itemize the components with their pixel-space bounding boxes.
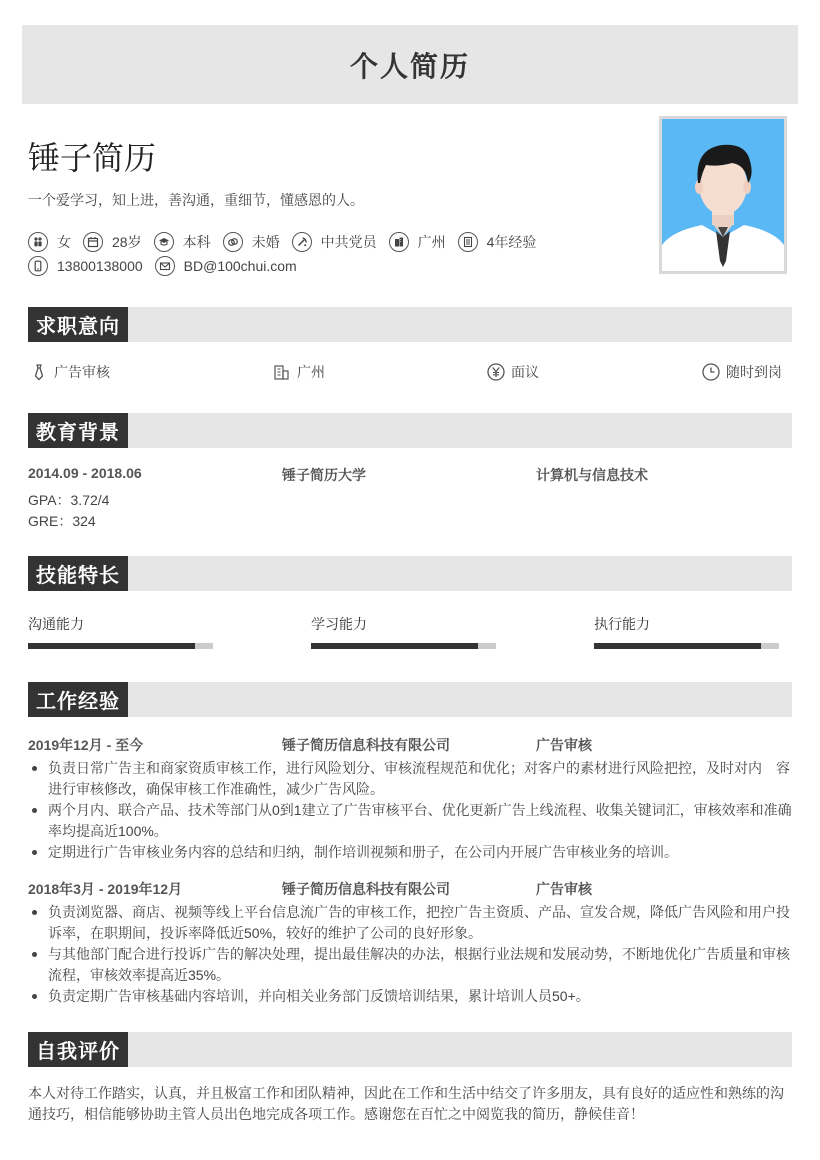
skill-bar-fill: [594, 643, 761, 649]
work-duties-list: [28, 758, 792, 863]
age-info: [83, 232, 142, 252]
city-info: [389, 232, 446, 252]
section-title-skills: 技能特长: [28, 556, 128, 591]
section-header-education: [28, 413, 792, 448]
document-icon: [458, 232, 478, 252]
skill-bar-track: [28, 643, 213, 649]
gender-icon: [28, 232, 48, 252]
personal-info-row: [28, 232, 548, 252]
city-value: 广州: [417, 234, 446, 250]
intent-city-value: 广州: [297, 364, 325, 380]
list-item: 两个月内、联合产品、技术等部门从0到1建立了广告审核平台、优化更新广告上线流程、收集关键词汇，审核效率和准确率均提高近100%。: [28, 800, 792, 842]
skill-label: 学习能力: [311, 616, 367, 632]
education-level-value: 本科: [182, 234, 211, 250]
age-value: 28岁: [112, 234, 142, 250]
skill-label: 沟通能力: [28, 616, 84, 632]
section-header-self: [28, 1032, 792, 1067]
intent-salary-value: 面议: [511, 364, 539, 380]
list-item: 负责定期广告审核基础内容培训，并向相关业务部门反馈培训结果，累计培训人员50+。: [28, 986, 792, 1007]
tie-icon: [30, 363, 48, 381]
education-period: 2014.09 - 2018.06: [28, 465, 142, 481]
page-title: 个人简历: [349, 50, 470, 82]
list-item: 定期进行广告审核业务内容的总结和归纳，制作培训视频和册子，在公司内开展广告审核业务的培训。: [28, 842, 792, 863]
skill-item: [28, 614, 213, 634]
skill-bar-track: [311, 643, 496, 649]
list-item: 负责浏览器、商店、视频等线上平台信息流广告的审核工作，把控广告主资质、产品、宣发合规，降低广告风险和用户投诉率，在职期间，投诉率降低近50%，较好的维护了公司的良好形象。: [28, 902, 792, 944]
politics-value: 中共党员: [320, 234, 377, 250]
graduation-cap-icon: [154, 232, 174, 252]
intent-availability: [702, 362, 782, 382]
candidate-intro: 一个爱学习，知上进，善沟通，重细节，懂感恩的人。: [28, 192, 364, 208]
intent-salary: [487, 362, 539, 382]
yen-icon: [487, 363, 505, 381]
self-evaluation-text: 本人对待工作踏实，认真，并且极富工作和团队精神，因此在工作和生活中结交了许多朋友，具有良好的适应性和熟练的沟通技巧，相信能够协助主管人员出色地完成各项工作。感谢您在百忙之中阅览我的简历，静候佳音！: [28, 1085, 784, 1122]
skill-item: [311, 614, 496, 634]
politics-info: [292, 232, 377, 252]
header-bar: [22, 25, 798, 104]
contact-info-row: [28, 256, 309, 276]
experience-value: 4年经验: [486, 234, 537, 250]
section-header-skills: [28, 556, 792, 591]
education-major: 计算机与信息技术: [536, 467, 648, 483]
education-gre: GRE：324: [28, 513, 96, 529]
intent-position-value: 广告审核: [54, 364, 110, 380]
education-gpa: GPA：3.72/4: [28, 492, 110, 508]
email-value[interactable]: BD@100chui.com: [183, 258, 297, 274]
skill-item: [594, 614, 779, 634]
experience-info: [458, 232, 537, 252]
phone-value[interactable]: 13800138000: [57, 258, 143, 274]
clock-icon: [702, 363, 720, 381]
intent-availability-value: 随时到岗: [726, 364, 782, 380]
avatar: [659, 116, 787, 274]
work-role: 广告审核: [536, 881, 592, 897]
calendar-icon: [83, 232, 103, 252]
phone-info: [28, 256, 143, 276]
list-item: 与其他部门配合进行投诉广告的解决处理，提出最佳解决的办法，根据行业法规和发展动势，不断地优化广告质量和审核流程，审核效率提高近35%。: [28, 944, 792, 986]
skill-bar-track: [594, 643, 779, 649]
email-info: [155, 256, 297, 276]
section-title-education: 教育背景: [28, 413, 128, 448]
building-icon: [273, 363, 291, 381]
skill-bar-fill: [28, 643, 195, 649]
work-company: 锤子简历信息科技有限公司: [282, 737, 450, 753]
work-role: 广告审核: [536, 737, 592, 753]
section-title-self: 自我评价: [28, 1032, 128, 1067]
section-header-intent: [28, 307, 792, 342]
rings-icon: [223, 232, 243, 252]
party-emblem-icon: [292, 232, 312, 252]
work-period: 2018年3月 - 2019年12月: [28, 881, 183, 897]
work-company: 锤子简历信息科技有限公司: [282, 881, 450, 897]
section-title-intent: 求职意向: [28, 307, 128, 342]
gender-value: 女: [57, 234, 71, 250]
marital-info: [223, 232, 280, 252]
work-period: 2019年12月 - 至今: [28, 737, 144, 753]
intent-city: [273, 362, 325, 382]
list-item: 负责日常广告主和商家资质审核工作，进行风险划分、审核流程规范和优化；对客户的素材进行风险把控，及时对内 容进行审核修改，确保审核工作准确性，减少广告风险。: [28, 758, 792, 800]
candidate-name: 锤子简历: [28, 140, 157, 176]
education-level-info: [154, 232, 211, 252]
phone-icon: [28, 256, 48, 276]
skill-label: 执行能力: [594, 616, 650, 632]
section-title-work: 工作经验: [28, 682, 128, 717]
intent-position: [30, 362, 110, 382]
skill-bar-fill: [311, 643, 478, 649]
marital-value: 未婚: [251, 234, 280, 250]
building-icon: [389, 232, 409, 252]
mail-icon: [155, 256, 175, 276]
education-school: 锤子简历大学: [282, 467, 366, 483]
section-header-work: [28, 682, 792, 717]
gender-info: [28, 232, 71, 252]
work-duties-list: [28, 902, 792, 1007]
